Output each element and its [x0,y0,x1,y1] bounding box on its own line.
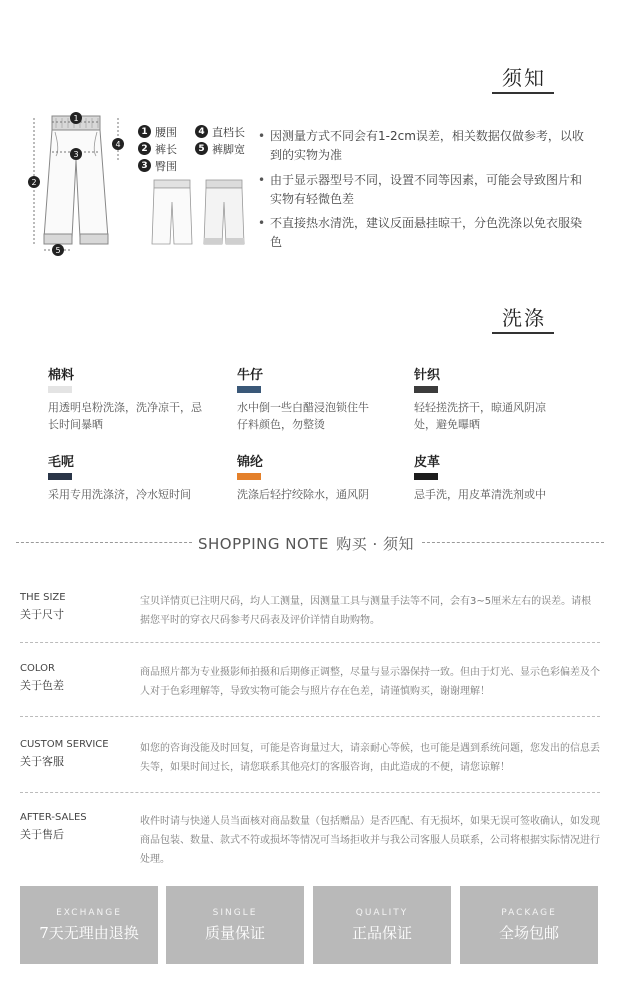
wash-name: 锦纶 [237,455,264,470]
notice-title-underline [492,92,554,94]
note-row-size [20,592,600,632]
legend-badge: 5 [195,142,208,155]
shopping-note-heading-en: SHOPPING NOTE [198,535,329,553]
wash-item-leather [414,451,584,503]
wash-name: 棉料 [48,368,75,383]
legend-badge: 2 [138,142,151,155]
guarantee-en: EXCHANGE [56,908,122,918]
wash-swatch [414,386,438,393]
legend-badge: 1 [138,125,151,138]
wash-item-knit [414,364,584,433]
wash-desc: 洗涤后轻拧绞除水，通风阴 [237,488,369,501]
wash-swatch [48,386,72,393]
pants-measure-diagram [22,110,132,260]
note-row-aftersales [20,812,600,872]
guarantee-en: QUALITY [355,908,409,918]
shopping-note-rule-right [422,542,604,543]
note-row-en: COLOR [20,663,55,674]
guarantee-box-exchange [20,886,158,964]
shopping-note-rule-left [16,542,192,543]
wash-title-underline [492,332,554,334]
note-row-cn: 关于色差 [20,679,64,692]
wash-desc: 轻轻搓洗挤干，晾通风阴凉处，避免曝晒 [414,401,546,431]
guarantee-en: PACKAGE [501,908,557,918]
note-row-en: THE SIZE [20,592,66,603]
guarantee-box-shipping [460,886,598,964]
note-row-color [20,663,600,703]
legend-label: 裤脚宽 [212,142,245,156]
wash-swatch [48,473,72,480]
notice-item: • 由于显示器型号不同，设置不同等因素，可能会导致图片和实物有轻微色差 [258,171,588,209]
shopping-note-heading-cn: 购买 · 须知 [336,535,414,553]
guarantee-cn: 全场包邮 [498,924,559,942]
legend-badge: 4 [195,125,208,138]
shopping-note-heading [198,533,414,554]
wash-item-wool [48,451,218,503]
svg-text:1: 1 [73,114,79,123]
legend-label: 直档长 [212,125,245,139]
wash-name: 皮革 [414,455,441,470]
note-row-text: 收件时请与快递人员当面核对商品数量（包括赠品）是否匹配、有无损坏，如果无误可签收确认，如发现商品包装、数量、款式不符或损坏等情况可当场拒收并与我公司客服人员联系，公司将根据实际情况进行处理。 [140,816,600,865]
wash-item-nylon [237,451,407,503]
guarantee-en: SINGLE [212,908,258,918]
legend-label: 裤长 [155,142,177,156]
svg-text:5: 5 [55,246,61,255]
wash-swatch [414,473,438,480]
legend-label: 臀围 [155,159,177,173]
note-separator [20,642,600,643]
wash-swatch [237,386,261,393]
note-row-cn: 关于售后 [20,828,64,841]
guarantee-box-genuine [313,886,451,964]
pants-thumbnails [150,178,250,250]
svg-text:2: 2 [31,178,37,187]
wash-desc: 水中倒一些白醋浸泡锁住牛仔料颜色，勿整烫 [237,401,369,431]
note-separator [20,716,600,717]
wash-item-cotton [48,364,218,433]
note-row-cn: 关于尺寸 [20,608,64,621]
wash-item-denim [237,364,407,433]
legend-badge: 3 [138,159,151,172]
note-row-text: 商品照片都为专业摄影师拍摄和后期修正调整，尽量与显示器保持一致。但由于灯光、显示色彩偏差及个人对于色彩理解等，导致实物可能会与照片存在色差，请谨慎购买，谢谢理解！ [140,667,600,697]
svg-text:3: 3 [73,150,79,159]
wash-desc: 用透明皂粉洗涤，洗净凉干，忌长时间暴晒 [48,401,202,431]
note-separator [20,792,600,793]
guarantee-cn: 正品保证 [351,924,412,942]
measure-legend [138,124,258,173]
note-row-cn: 关于客服 [20,755,64,768]
note-row-text: 如您的咨询没能及时回复，可能是咨询量过大，请亲耐心等候，也可能是遇到系统问题，您发出的信息丢失等，如果时间过长，请您联系其他亮灯的客服咨询，由此造成的不便，请您谅解！ [140,743,600,773]
note-row-en: CUSTOM SERVICE [20,739,109,750]
note-row-text: 宝贝详情页已注明尺码，均人工测量，因测量工具与测量手法等不同，会有3~5厘米左右的误差。请根据您平时的穿衣尺码参考尺码表及评价详情自助购物。 [140,596,592,626]
guarantee-cn: 质量保证 [204,924,265,942]
note-row-en: AFTER-SALES [20,812,87,823]
notice-title: 须知 [502,66,546,90]
wash-swatch [237,473,261,480]
wash-name: 牛仔 [237,368,264,383]
svg-text:4: 4 [115,140,121,149]
note-row-service [20,739,600,779]
wash-desc: 忌手洗，用皮革清洗剂或中 [414,488,546,501]
wash-name: 针织 [414,368,441,383]
wash-name: 毛呢 [48,455,75,470]
legend-label: 腰围 [155,125,177,139]
guarantee-cn: 7天无理由退换 [39,924,139,942]
wash-desc: 采用专用洗涤济，冷水短时间 [48,488,191,501]
wash-title: 洗涤 [502,306,546,330]
notice-item: • 不直接热水清洗，建议反面悬挂晾干，分色洗涤以免衣服染色 [258,214,588,252]
guarantee-box-quality [166,886,304,964]
notice-item: • 因测量方式不同会有1-2cm误差，相关数据仅做参考，以收到的实物为准 [258,127,588,165]
